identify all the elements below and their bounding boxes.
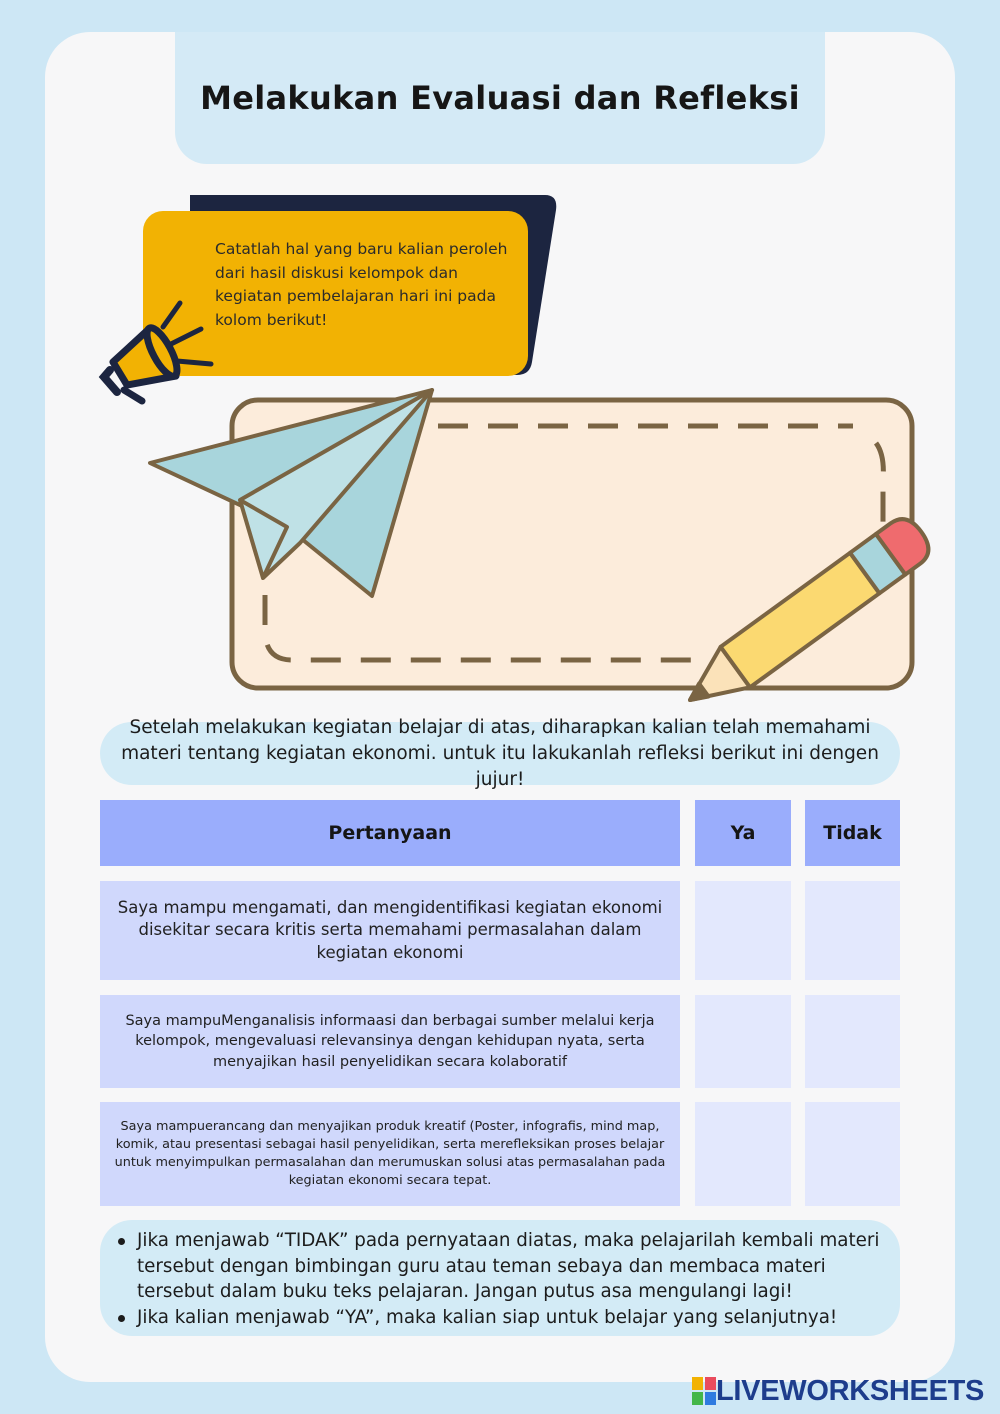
bubble-instruction: Catatlah hal yang baru kalian peroleh dari hasil diskusi kelompok dan kegiatan pembelajaran hari ini pada kolom berikut! [215,240,508,329]
note-item [112,1228,882,1305]
note-item [112,1305,882,1331]
question-1: Saya mampu mengamati, dan mengidentifikasi kegiatan ekonomi disekitar secara kritis serta memahami permasalahan dalam kegiatan ekonomi [100,881,680,980]
answer-tidak-1[interactable] [805,881,900,980]
answer-ya-2[interactable] [695,995,791,1088]
intro-box [100,716,900,790]
brand-badge-icon [692,1377,716,1405]
brand-logo [692,1376,984,1406]
header-tidak: Tidak [805,800,900,866]
note-text-1: Jika menjawab “TIDAK” pada pernyataan diatas, maka pelajarilah kembali materi tersebut dengan bimbingan guru atau teman sebaya dan membaca materi tersebut dalam buku teks pelajaran. Jangan putus asa mengulangi lagi! [137,1230,880,1302]
notes-list [112,1228,882,1330]
answer-tidak-3[interactable] [805,1102,900,1206]
notes-box [100,1220,900,1336]
answer-tidak-2[interactable] [805,995,900,1088]
question-3: Saya mampuerancang dan menyajikan produk kreatif (Poster, infografis, mind map, komik, atau presentasi sebagai hasil penyelidikan, serta merefleksikan proses belajar untuk menyimpulkan permasalahan dan merumuskan solusi atas permasalahan pada kegiatan ekonomi secara tepat. [100,1102,680,1206]
answer-ya-1[interactable] [695,881,791,980]
header-pertanyaan: Pertanyaan [100,800,680,866]
page-title: Melakukan Evaluasi dan Refleksi [200,79,800,117]
intro-text: Setelah melakukan kegiatan belajar di atas, diharapkan kalian telah memahami materi tentang kegiatan ekonomi. untuk itu lakukanlah refleksi berikut ini dengen jujur! [121,716,879,790]
answer-ya-3[interactable] [695,1102,791,1206]
bullet-icon [118,1238,125,1245]
bullet-icon [118,1315,125,1322]
question-2: Saya mampuMenganalisis informaasi dan berbagai sumber melalui kerja kelompok, mengevaluasi relevansinya dengan kehidupan nyata, serta menyajikan hasil penyelidikan secara kolaboratif [100,995,680,1088]
header-ya: Ya [695,800,791,866]
note-text-2: Jika kalian menjawab “YA”, maka kalian siap untuk belajar yang selanjutnya! [137,1306,838,1328]
brand-name: LIVEWORKSHEETS [716,1374,985,1407]
